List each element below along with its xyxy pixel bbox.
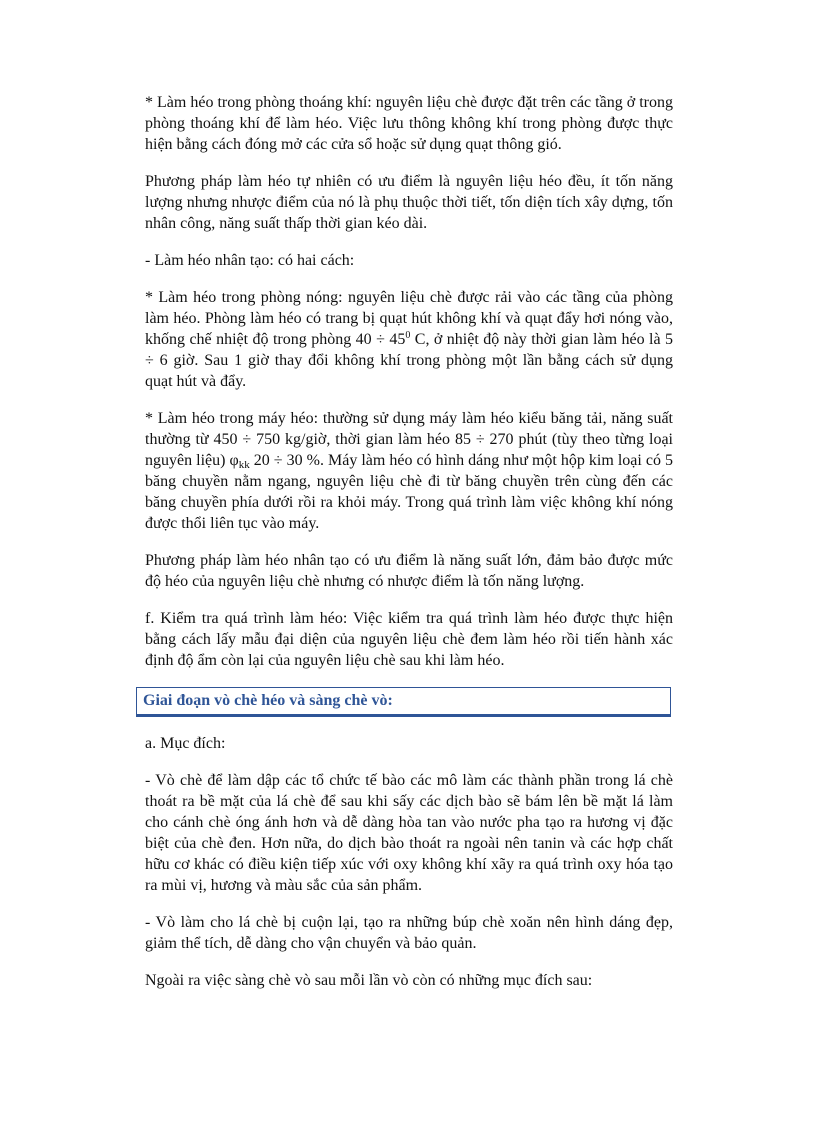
section-heading: Giai đoạn vò chè héo và sàng chè vò: (136, 687, 671, 717)
hot-room-text-2: C, ở nhiệt độ này thời gian làm héo là 5 ÷ 6 giờ. Sau 1 giờ thay đổi không khí trong phòng một lần bằng cách sử dụng quạt hút và đẩy. (145, 331, 674, 390)
paragraph-sieving-purpose: Ngoài ra việc sàng chè vò sau mỗi lần vò còn có những mục đích sau: (145, 972, 593, 989)
paragraph-withering-machine (145, 408, 673, 534)
paragraph-artificial-advantages: Phương pháp làm héo nhân tạo có ưu điểm là năng suất lớn, đảm bảo được mức độ héo của nguyên liệu chè nhưng có nhược điểm là tốn năng lượng. (145, 552, 673, 590)
machine-text-1: * Làm héo trong máy héo: thường sử dụng máy làm héo kiểu băng tải, năng suất thường từ 450 ÷ 750 kg/giờ, thời gian làm héo 85 ÷ 270 phút (tùy theo từng loại nguyên liệu) φ (145, 410, 673, 469)
paragraph-rolling-purpose-2: - Vò làm cho lá chè bị cuộn lại, tạo ra những búp chè xoăn nên hình dáng đẹp, giảm thể tích, dễ dàng cho vận chuyển và bảo quản. (145, 914, 673, 952)
paragraph-hot-room (145, 287, 673, 392)
humidity-subscript: kk (238, 459, 250, 471)
machine-text-2: 20 ÷ 30 %. Máy làm héo có hình dáng như một hộp kim loại có 5 băng chuyền nằm ngang, nguyên liệu chè đi từ băng chuyền trên cùng đến các băng chuyền phía dưới rồi ra khỏi máy. Trong quá trình làm việc không khí nóng được thổi liên tục vào máy. (145, 452, 674, 532)
paragraph-purpose-label: a. Mục đích: (145, 735, 226, 752)
hot-room-text-1: * Làm héo trong phòng nóng: nguyên liệu chè được rải vào các tầng của phòng làm héo. Phòng làm héo có trang bị quạt hút không khí và quạt đẩy hơi nóng vào, khống chế nhiệt độ trong phòng 40 ÷ 45 (145, 289, 673, 348)
document-page (145, 92, 673, 1007)
paragraph-natural-withering: Phương pháp làm héo tự nhiên có ưu điểm là nguyên liệu héo đều, ít tốn năng lượng nhưng nhược điểm của nó là phụ thuộc thời tiết, tốn diện tích xây dựng, tốn nhân công, năng suất thấp thời gian kéo dài. (145, 173, 673, 232)
degree-superscript: 0 (405, 330, 411, 341)
paragraph-rolling-purpose-1: - Vò chè để làm dập các tổ chức tế bào các mô làm các thành phần trong lá chè thoát ra bề mặt của lá chè để sau khi sấy các dịch bào sẽ bám lên bề mặt lá làm cho cánh chè óng ánh hơn và dễ dàng hòa tan vào nước pha tạo ra hương vị đặc biệt của chè đen. Hơn nữa, do dịch bào thoát ra ngoài nên tanin và các hợp chất hữu cơ khác có điều kiện tiếp xúc với oxy không khí xãy ra quá trình oxy hóa tạo ra mùi vị, hương và màu sắc của sản phẩm. (145, 772, 673, 894)
paragraph-ventilated-room: * Làm héo trong phòng thoáng khí: nguyên liệu chè được đặt trên các tầng ở trong phòng thoáng khí để làm héo. Việc lưu thông không khí trong phòng được thực hiện bằng cách đóng mở các cửa sổ hoặc sử dụng quạt thông gió. (145, 94, 673, 153)
paragraph-artificial-withering: - Làm héo nhân tạo: có hai cách: (145, 252, 355, 269)
paragraph-withering-check: f. Kiểm tra quá trình làm héo: Việc kiểm tra quá trình làm héo được thực hiện bằng cách lấy mẫu đại diện của nguyên liệu chè đem làm héo rồi tiến hành xác định độ ẩm còn lại của nguyên liệu chè sau khi làm héo. (145, 610, 673, 669)
